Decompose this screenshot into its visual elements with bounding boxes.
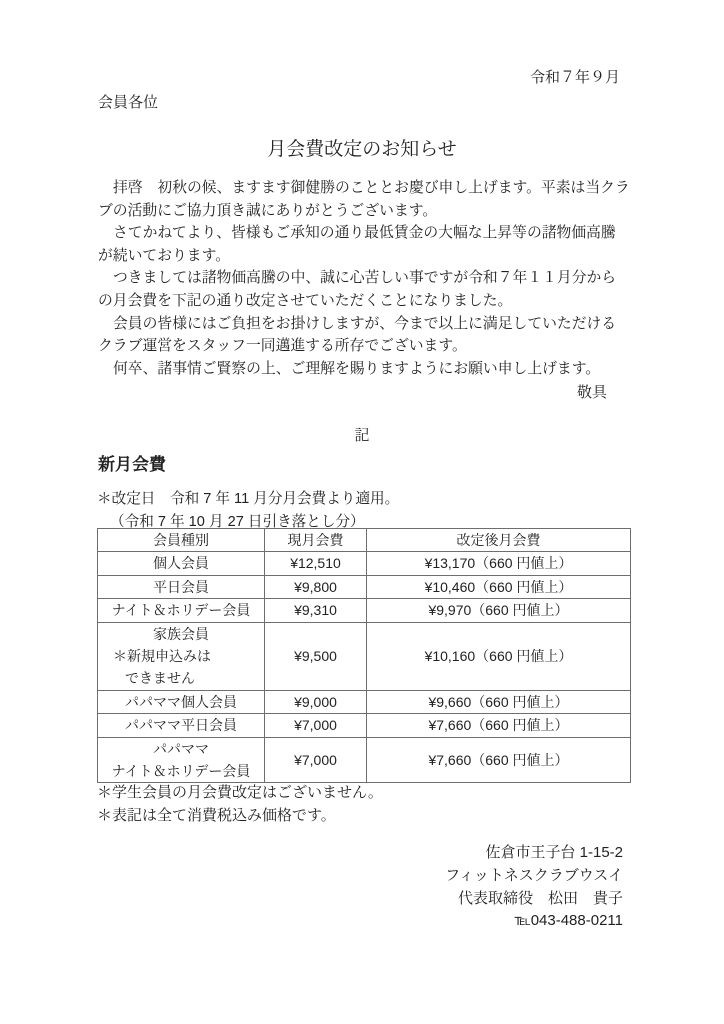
body-line: が続いております。 (98, 247, 230, 264)
revised-fee-cell: ¥10,460（660 円値上） (367, 575, 631, 598)
body-line: 会員の皆様にはご負担をお掛けしますが、今まで以上に満足していただける (113, 315, 617, 332)
revised-fee-cell: ¥13,170（660 円値上） (367, 552, 631, 575)
fee-table-row (98, 737, 631, 783)
fee-table-header-cell: 現月会費 (265, 529, 367, 552)
section-heading-new-fee: 新月会費 (98, 455, 166, 474)
fee-table-header-cell: 会員種別 (98, 529, 265, 552)
revised-fee-cell: ¥7,660（660 円値上） (367, 737, 631, 783)
member-type-line: パパママ平日会員 (125, 717, 237, 734)
member-type-cell (98, 622, 265, 690)
fee-table-row (98, 599, 631, 622)
signature-line: ℡043-488-0211 (514, 912, 623, 930)
current-fee-cell: ¥9,310 (265, 599, 367, 622)
member-type-cell (98, 714, 265, 737)
fee-table-header-cell: 改定後月会費 (367, 529, 631, 552)
member-type-cell (98, 690, 265, 713)
member-type-line: ＊新規申込みは (113, 648, 211, 665)
fee-table-row (98, 690, 631, 713)
fee-table-body (98, 552, 631, 783)
body-line: の月会費を下記の通り改定させていただくことになりました。 (98, 292, 513, 309)
signature-block (98, 842, 626, 933)
body-line: 拝啓 初秋の候、ますます御健勝のこととお慶び申し上げます。平素は当クラ (113, 180, 630, 196)
body-line: さてかねてより、皆様もご承知の通り最低賃金の大幅な上昇等の諸物価高騰 (113, 225, 616, 242)
member-type-line: パパママ (153, 740, 209, 757)
member-type-cell (98, 599, 265, 622)
closing-word: 敬具 (576, 384, 607, 401)
page-title: 月会費改定のお知らせ (267, 139, 457, 160)
member-type-cell (98, 552, 265, 575)
fee-table (97, 528, 631, 783)
footnotes (97, 781, 625, 827)
signature-line: 佐倉市王子台 1-15-2 (485, 844, 623, 861)
current-fee-cell: ¥12,510 (265, 552, 367, 575)
footnote-line: ＊学生会員の月会費改定はございません。 (97, 784, 383, 801)
fee-table-header-row (98, 529, 631, 552)
fee-table-row (98, 575, 631, 598)
revised-fee-cell: ¥9,970（660 円値上） (367, 599, 631, 622)
footnote-line: ＊表記は全て消費税込み価格です。 (97, 807, 336, 824)
revised-fee-cell: ¥7,660（660 円値上） (367, 714, 631, 737)
member-type-cell (98, 575, 265, 598)
body-text (98, 177, 630, 380)
body-line: クラブ運営をスタッフ一同邁進する所存でございます。 (98, 338, 467, 355)
member-type-line: 平日会員 (153, 578, 209, 595)
member-type-line: パパママ個人会員 (125, 693, 237, 710)
current-fee-cell: ¥9,800 (265, 575, 367, 598)
current-fee-cell: ¥9,500 (265, 622, 367, 690)
body-line: 何卒、諸事情ご賢察の上、ご理解を賜りますようにお願い申し上げます。 (113, 360, 601, 377)
member-type-line: 個人会員 (153, 555, 209, 572)
current-fee-cell: ¥7,000 (265, 737, 367, 783)
document-date: 令和７年９月 (529, 69, 620, 86)
signature-line: フィットネスクラブウスイ (445, 866, 623, 884)
current-fee-cell: ¥9,000 (265, 690, 367, 713)
recipient-line: 会員各位 (98, 94, 159, 111)
body-line: つきましては諸物価高騰の中、誠に心苦しい事ですが令和７年１１月分から (113, 270, 617, 287)
member-type-cell (98, 737, 265, 783)
fee-table-row (98, 552, 631, 575)
effective-date-note: ＊改定日 令和 7 年 11 月分月会費より適用。 (97, 491, 400, 507)
revised-fee-cell: ¥10,160（660 円値上） (367, 622, 631, 690)
record-mark: 記 (354, 427, 370, 444)
effective-date-subnote: （令和 7 年 10 月 27 日引き落とし分） (110, 514, 365, 530)
current-fee-cell: ¥7,000 (265, 714, 367, 737)
fee-table-row (98, 622, 631, 690)
fee-table-row (98, 714, 631, 737)
body-line: ブの活動にご協力頂き誠にありがとうございます。 (98, 202, 438, 219)
member-type-line: ナイト＆ホリデー会員 (111, 763, 251, 780)
member-type-line: ナイト＆ホリデー会員 (111, 602, 251, 619)
member-type-line: できません (125, 670, 195, 687)
revised-fee-cell: ¥9,660（660 円値上） (367, 690, 631, 713)
fee-table-header (98, 529, 631, 552)
signature-line: 代表取締役 松田 貴子 (457, 889, 623, 907)
member-type-line: 家族会員 (153, 625, 209, 642)
